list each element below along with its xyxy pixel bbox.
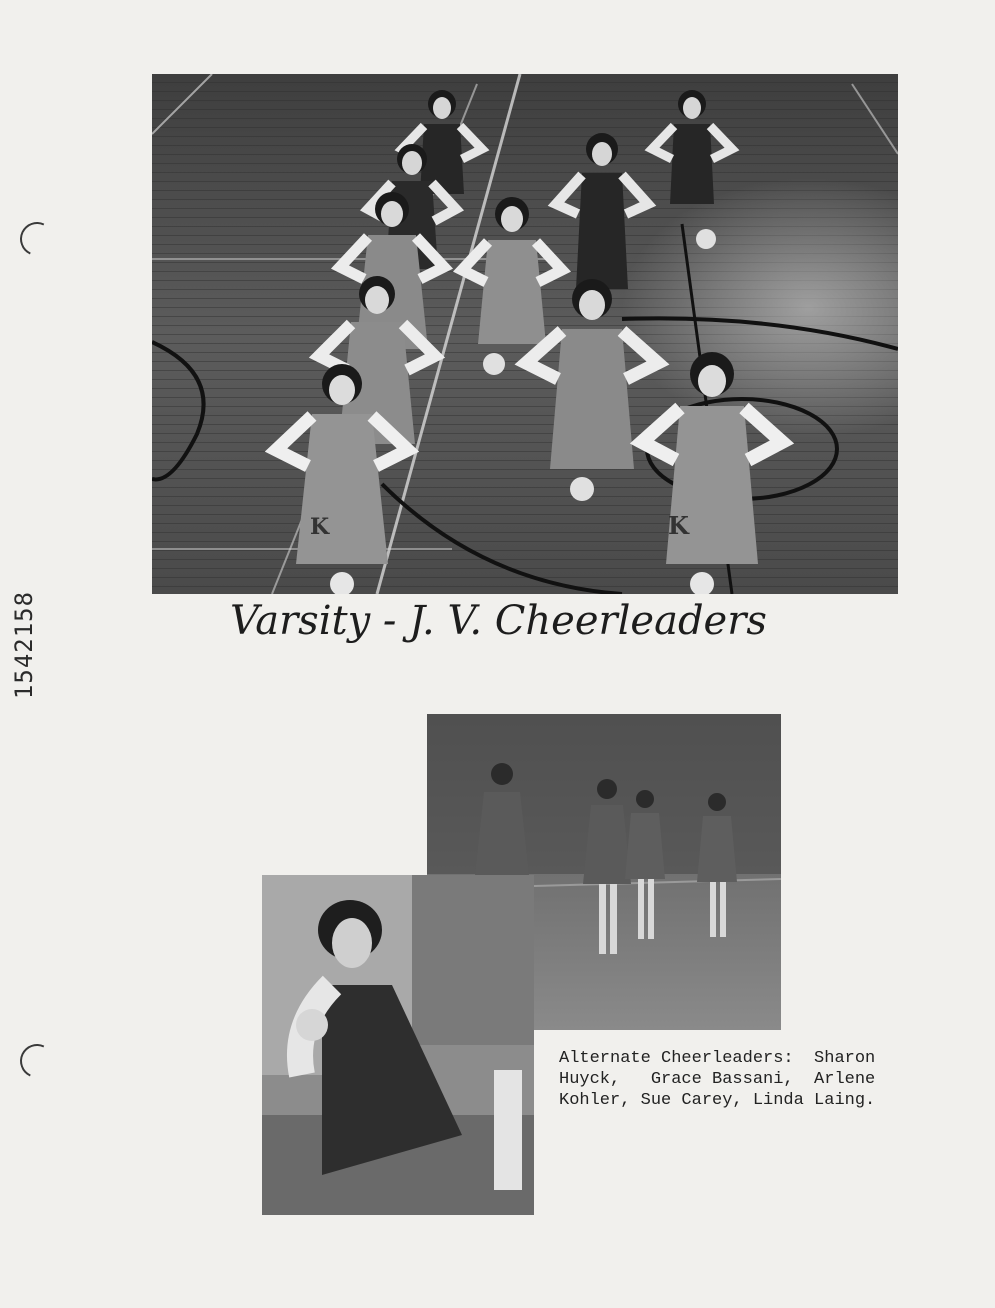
- portrait-image: [262, 875, 534, 1215]
- caption-line-2: Huyck, Grace Bassani, Arlene: [559, 1070, 876, 1089]
- side-reference-number: 1542158: [10, 590, 38, 700]
- svg-text:K: K: [310, 514, 330, 540]
- main-team-photo: [152, 74, 898, 594]
- gym-floor-image: [152, 74, 898, 594]
- alternate-cheerleaders-caption: [559, 1048, 959, 1111]
- svg-text:K: K: [668, 511, 689, 540]
- caption-line-3: Kohler, Sue Carey, Linda Laing.: [559, 1091, 876, 1110]
- photo-caption-title: Varsity - J. V. Cheerleaders: [230, 598, 767, 644]
- alternate-portrait-photo: [262, 875, 534, 1215]
- binder-hole-top: [15, 217, 59, 261]
- caption-line-1: Alternate Cheerleaders: Sharon: [559, 1049, 876, 1068]
- binder-hole-bottom: [15, 1039, 59, 1083]
